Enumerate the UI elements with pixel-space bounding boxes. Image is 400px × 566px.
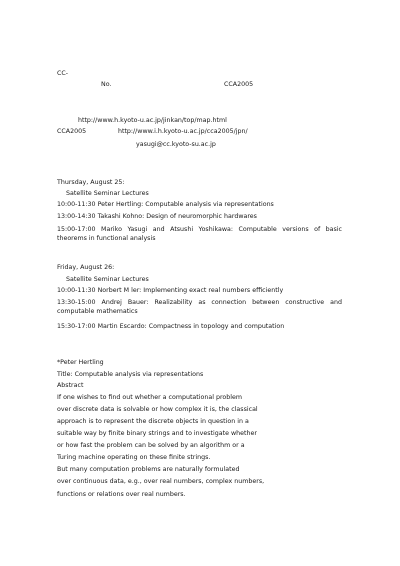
conference-title: CCA2005	[224, 81, 254, 88]
abstract-label: Abstract	[57, 382, 84, 389]
friday-talk-3: 15:30-17:00 Martin Escardo: Compactness in topology and computation	[57, 323, 285, 330]
abstract-line: functions or relations over real numbers.	[57, 491, 186, 498]
thursday-talk-3: 15:00-17:00 Mariko Yasugi and Atsushi Yoshikawa: Computable versions of basic theorems in functional analysis	[57, 226, 342, 242]
abstract-line: But many computation problems are naturally formulated	[57, 466, 240, 473]
abstract-line: suitable way by finite binary strings and to investigate whether	[57, 430, 257, 437]
abstract-line: Turing machine operating on these finite strings.	[57, 454, 211, 461]
thursday-talk-2: 13:00-14:30 Takashi Kohno: Design of neuromorphic hardwares	[57, 213, 257, 220]
map-url-link[interactable]: http://www.h.kyoto-u.ac.jp/jinkan/top/map.html	[78, 117, 227, 124]
thursday-talk-1: 10:00-11:30 Peter Hertling: Computable analysis via representations	[57, 201, 274, 208]
abstract-line: or how fast the problem can be solved by an algorithm or a	[57, 442, 245, 449]
contact-email-link[interactable]: yasugi@cc.kyoto-su.ac.jp	[136, 141, 216, 148]
friday-subheading: Satellite Seminar Lectures	[66, 276, 149, 283]
issue-number-label: No.	[101, 81, 112, 88]
abstract-title: Title: Computable analysis via representations	[57, 371, 204, 378]
abstract-line: over continuous data, e.g., over real numbers, complex numbers,	[57, 478, 265, 485]
cca-url-link[interactable]: http://www.i.h.kyoto-u.ac.jp/cca2005/jpn/	[118, 128, 248, 135]
thursday-subheading: Satellite Seminar Lectures	[66, 190, 149, 197]
abstract-line: over discrete data is solvable or how complex it is, the classical	[57, 406, 258, 413]
cc-label: CC-	[57, 70, 69, 77]
friday-heading: Friday, August 26:	[57, 264, 115, 271]
abstract-speaker: *Peter Hertling	[57, 359, 104, 366]
abstract-line: approach is to represent the discrete objects in question in a	[57, 418, 249, 425]
friday-talk-2: 13:30-15:00 Andrej Bauer: Realizability as connection between constructive and computable mathematics	[57, 299, 342, 315]
thursday-heading: Thursday, August 25:	[57, 179, 125, 186]
friday-talk-1: 10:00-11:30 Norbert M ler: Implementing exact real numbers efficiently	[57, 287, 284, 294]
cca-label: CCA2005	[57, 128, 87, 135]
abstract-line: If one wishes to find out whether a computational problem	[57, 394, 243, 401]
